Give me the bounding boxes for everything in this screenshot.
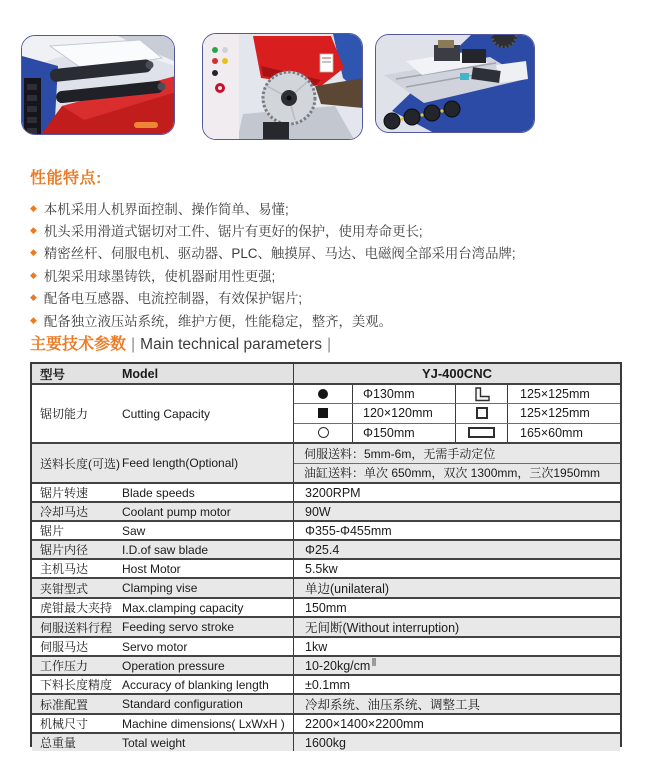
row-value: 5.5kw bbox=[293, 560, 620, 577]
technical-parameters-table bbox=[30, 362, 622, 750]
pipe-separator: | bbox=[326, 336, 332, 353]
row-en: Operation pressure bbox=[122, 658, 225, 673]
feed-length-row bbox=[32, 442, 620, 482]
row-value: 单边(unilateral) bbox=[293, 579, 620, 597]
row-cn: 夹钳型式 bbox=[40, 581, 89, 596]
shape-cell bbox=[294, 385, 352, 403]
table-row bbox=[32, 597, 620, 616]
table-row bbox=[32, 636, 620, 655]
capacity-value: Φ130mm bbox=[352, 385, 455, 403]
feature-text: 本机采用人机界面控制、操作简单、易懂; bbox=[43, 201, 289, 217]
row-en: Servo motor bbox=[122, 639, 188, 654]
cutting-cn: 锯切能力 bbox=[40, 407, 89, 421]
feature-item bbox=[30, 309, 620, 331]
shape-cell bbox=[455, 385, 507, 403]
feed-cn: 送料长度(可选) bbox=[40, 456, 120, 471]
header-cn: 型号 bbox=[40, 367, 66, 382]
feed-label-cell bbox=[32, 444, 293, 482]
table-row bbox=[32, 501, 620, 520]
row-en: I.D.of saw blade bbox=[122, 542, 209, 557]
table-header-row bbox=[32, 364, 620, 383]
feature-text: 机头采用滑道式锯切对工件、锯片有更好的保护，使用寿命更长; bbox=[43, 224, 423, 240]
diamond-bullet-icon: ◆ bbox=[30, 247, 37, 258]
angle-profile-icon bbox=[473, 387, 490, 402]
feature-text: 机架采用球墨铸铁，使机器耐用性更强; bbox=[43, 268, 276, 284]
diamond-bullet-icon: ◆ bbox=[30, 292, 37, 303]
row-value: ±0.1mm bbox=[293, 676, 620, 693]
cutting-subrow bbox=[294, 423, 620, 442]
row-en: Host Motor bbox=[122, 561, 181, 576]
row-value: 1600kg bbox=[293, 734, 620, 751]
diamond-bullet-icon: ◆ bbox=[30, 314, 37, 325]
table-row bbox=[32, 674, 620, 693]
table-row bbox=[32, 616, 620, 636]
row-value: Φ25.4 bbox=[293, 541, 620, 558]
row-en: Feeding servo stroke bbox=[122, 620, 235, 634]
feeding-rollers-photo bbox=[21, 35, 175, 135]
diamond-bullet-icon: ◆ bbox=[30, 269, 37, 280]
table-row bbox=[32, 539, 620, 558]
round-tube-icon bbox=[318, 427, 329, 438]
row-cn: 伺服送料行程 bbox=[40, 620, 113, 635]
heading-en: Main technical parameters bbox=[140, 336, 322, 353]
row-cn: 伺服马达 bbox=[40, 640, 89, 654]
capacity-value: 120×120mm bbox=[352, 404, 455, 422]
capacity-value: 125×125mm bbox=[507, 385, 620, 403]
table-row bbox=[32, 577, 620, 597]
row-en: Blade speeds bbox=[122, 485, 195, 500]
row-en: Coolant pump motor bbox=[122, 504, 231, 519]
row-value: 1kw bbox=[293, 638, 620, 655]
feeding-rollers-image bbox=[22, 36, 175, 135]
feature-list bbox=[30, 197, 620, 331]
main-parameters-heading bbox=[30, 331, 336, 354]
row-value: 无间断(Without interruption) bbox=[293, 618, 620, 636]
feature-text: 配备独立液压站系统，维护方便，性能稳定，整齐，美观。 bbox=[43, 313, 393, 329]
feed-line: 油缸送料：单次 650mm，双次 1300mm，三次1950mm bbox=[294, 463, 620, 483]
features-heading: 性能特点: bbox=[30, 170, 102, 187]
saw-head-photo bbox=[202, 33, 363, 140]
diamond-bullet-icon: ◆ bbox=[30, 202, 37, 213]
model-value: YJ-400CNC bbox=[293, 364, 620, 383]
header-label-cell bbox=[32, 364, 293, 383]
table-row bbox=[32, 482, 620, 501]
table-row bbox=[32, 693, 620, 713]
row-value: Φ355-Φ455mm bbox=[293, 522, 620, 539]
feed-values bbox=[293, 444, 620, 482]
capacity-value: 125×125mm bbox=[507, 404, 620, 422]
solid-round-bar-icon bbox=[318, 389, 328, 399]
shape-cell bbox=[294, 404, 352, 422]
square-tube-icon bbox=[476, 407, 488, 419]
row-cn: 主机马达 bbox=[40, 562, 89, 576]
table-row bbox=[32, 558, 620, 577]
feed-en: Feed length(Optional) bbox=[122, 456, 239, 470]
row-en: Saw bbox=[122, 523, 146, 538]
table-row bbox=[32, 655, 620, 674]
row-en: Clamping vise bbox=[122, 581, 198, 595]
table-row bbox=[32, 732, 620, 751]
table-row bbox=[32, 520, 620, 539]
feature-item bbox=[30, 287, 620, 309]
shape-cell bbox=[294, 424, 352, 442]
row-cn: 虎钳最大夹持 bbox=[40, 601, 113, 615]
heading-cn: 主要技术参数 bbox=[30, 336, 127, 353]
row-cn: 标准配置 bbox=[40, 697, 89, 712]
row-cn: 锯片 bbox=[40, 524, 65, 538]
row-en: Max.clamping capacity bbox=[122, 600, 244, 615]
feed-line: 伺服送料：5mm-6m，无需手动定位 bbox=[304, 446, 496, 461]
row-cn: 机械尺寸 bbox=[40, 717, 89, 731]
header-en: Model bbox=[122, 366, 159, 381]
row-cn: 工作压力 bbox=[40, 659, 89, 673]
row-en: Accuracy of blanking length bbox=[122, 677, 269, 692]
row-value: 冷却系统、油压系统、调整工具 bbox=[293, 695, 620, 713]
row-value bbox=[293, 657, 620, 674]
row-cn: 下料长度精度 bbox=[40, 678, 113, 692]
diamond-bullet-icon: ◆ bbox=[30, 225, 37, 236]
table-row bbox=[32, 713, 620, 732]
cutting-label-cell bbox=[32, 385, 293, 442]
cutting-subtable bbox=[293, 385, 620, 442]
capacity-value: Φ150mm bbox=[352, 424, 455, 442]
feature-text: 精密丝杆、伺服电机、驱动器、PLC、触摸屏、马达、电磁阀全部采用台湾品牌; bbox=[43, 246, 516, 262]
performance-features-section bbox=[30, 165, 620, 331]
feature-item bbox=[30, 242, 620, 264]
row-value: 150mm bbox=[293, 599, 620, 616]
solid-square-bar-icon bbox=[318, 408, 328, 418]
pipe-separator: | bbox=[131, 336, 136, 353]
shape-cell bbox=[455, 404, 507, 422]
shape-cell bbox=[455, 424, 507, 442]
row-cn: 冷却马达 bbox=[40, 505, 89, 519]
cutting-capacity-row bbox=[32, 383, 620, 442]
feature-item bbox=[30, 264, 620, 286]
capacity-value: 165×60mm bbox=[507, 424, 620, 442]
row-value: 3200RPM bbox=[293, 484, 620, 501]
row-cn: 锯片转速 bbox=[40, 486, 89, 500]
feature-item bbox=[30, 197, 620, 219]
cutting-subrow bbox=[294, 385, 620, 403]
row-en: Standard configuration bbox=[122, 697, 243, 711]
row-cn: 总重量 bbox=[40, 736, 77, 750]
servo-clamp-image bbox=[376, 35, 535, 133]
row-en: Machine dimensions( LxWxH ) bbox=[122, 716, 285, 731]
squared-superscript-block bbox=[372, 658, 376, 666]
cutting-subrow bbox=[294, 403, 620, 422]
rectangular-tube-icon bbox=[468, 427, 495, 438]
row-en: Total weight bbox=[122, 735, 186, 750]
row-cn: 锯片内径 bbox=[40, 543, 89, 557]
pressure-value: 10-20kg/cm bbox=[305, 658, 371, 673]
row-value: 90W bbox=[293, 503, 620, 520]
servo-clamp-photo bbox=[375, 34, 535, 133]
feature-text: 配备电互感器、电流控制器，有效保护锯片; bbox=[43, 291, 303, 307]
saw-head-image bbox=[203, 34, 363, 140]
cutting-en: Cutting Capacity bbox=[122, 406, 211, 421]
feature-item bbox=[30, 219, 620, 241]
row-value: 2200×1400×2200mm bbox=[293, 715, 620, 732]
